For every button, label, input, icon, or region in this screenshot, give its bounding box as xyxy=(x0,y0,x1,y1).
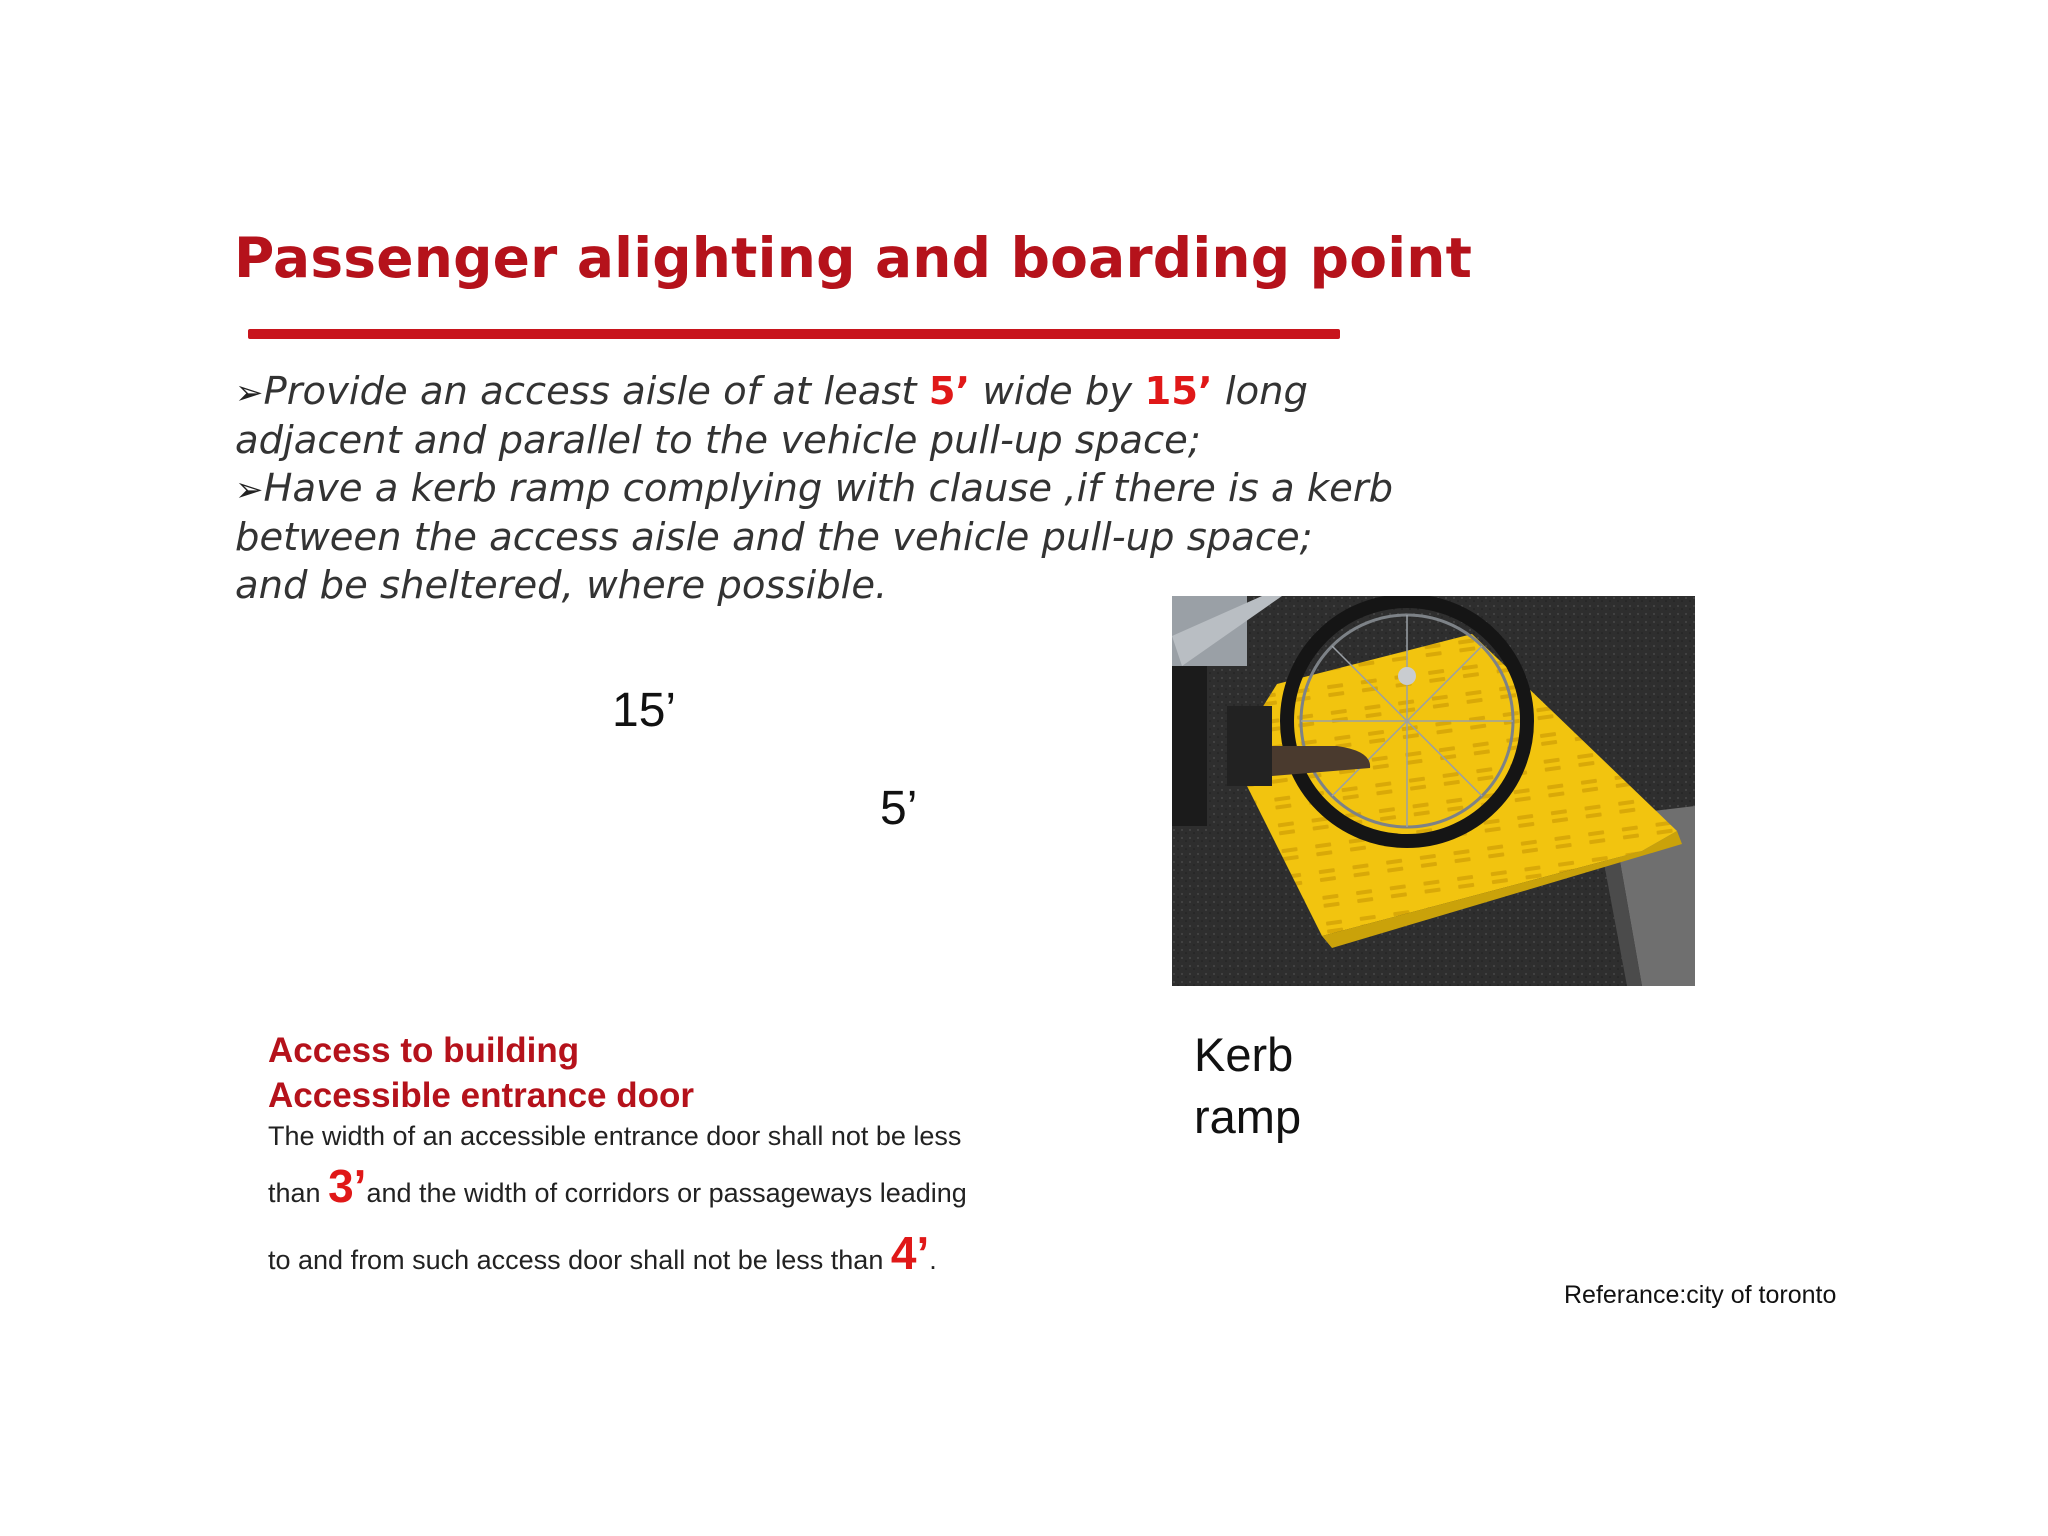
access-section xyxy=(268,1028,1168,1290)
corridor-width-value: 4’ xyxy=(890,1227,930,1279)
bullet-1: ➢Provide an access aisle of at least 5’ wide by 15’ long xyxy=(235,369,1308,414)
door-width-line: than 3’and the width of corridors or passageways leading xyxy=(268,1160,967,1212)
slide-title: Passenger alighting and boarding point xyxy=(234,226,1473,290)
kerb-ramp-caption: Kerb ramp xyxy=(1194,1028,1302,1143)
bullet-1-continuation: adjacent and parallel to the vehicle pull-up space; xyxy=(235,418,1201,463)
access-body: The width of an accessible entrance door shall not be less than 3’and the width of corridors or passageways leading to and from such access door shall not be less than 4’. xyxy=(268,1116,1168,1290)
title-underline xyxy=(248,329,1340,339)
bullet-2-continuation: and be sheltered, where possible. xyxy=(235,563,888,608)
kerb-ramp-photo xyxy=(1172,596,1695,986)
width-dimension-label: 5’ xyxy=(880,782,918,835)
bullet-2: ➢Have a kerb ramp complying with clause ,if there is a kerb xyxy=(235,466,1394,511)
corridor-width-line: to and from such access door shall not be less than 4’. xyxy=(268,1227,937,1279)
arrow-bullet-icon: ➢ xyxy=(235,470,264,510)
reference-note: Referance:city of toronto xyxy=(1564,1281,1837,1309)
bullet-list xyxy=(235,368,1455,610)
bullet-2-continuation: between the access aisle and the vehicle pull-up space; xyxy=(235,515,1313,560)
entrance-door-heading: Accessible entrance door xyxy=(268,1076,694,1115)
aisle-length-value: 15’ xyxy=(1144,369,1213,414)
length-dimension-label: 15’ xyxy=(612,684,677,737)
arrow-bullet-icon: ➢ xyxy=(235,373,264,413)
access-heading: Access to building xyxy=(268,1031,580,1070)
door-width-value: 3’ xyxy=(328,1160,367,1212)
aisle-width-value: 5’ xyxy=(928,369,971,414)
